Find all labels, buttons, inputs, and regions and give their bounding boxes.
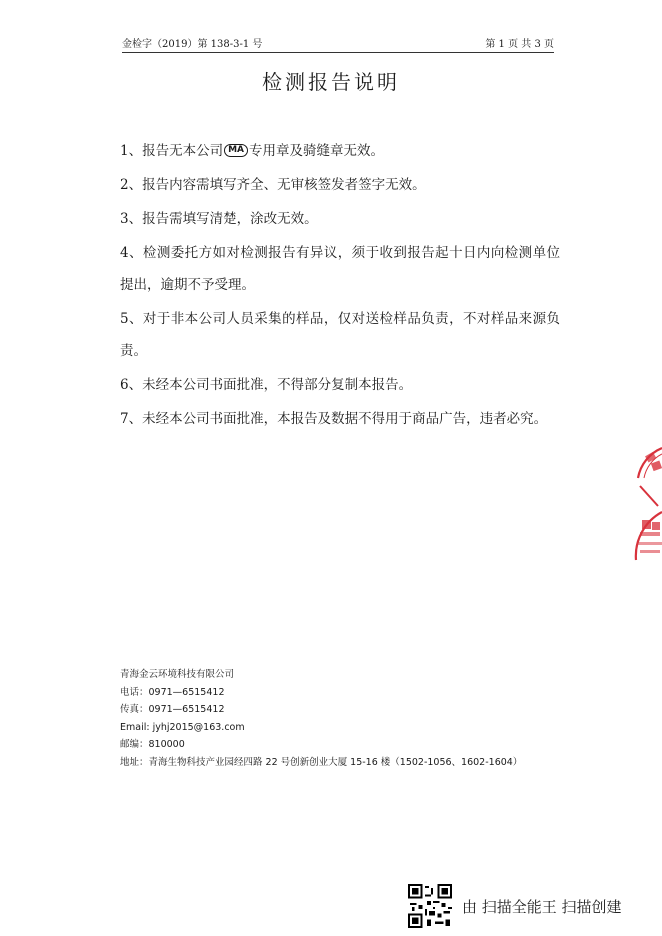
company-name: 青海金云环境科技有限公司 bbox=[120, 669, 235, 680]
address-line: 地址：青海生物科技产业园经四路 22 号创新创业大厦 15-16 楼（1502-1056、1602-1604） bbox=[120, 756, 523, 768]
notice-item-5: 5、对于非本公司人员采集的样品，仅对送检样品负责，不对样品来源负责。 bbox=[120, 311, 560, 359]
email-line: Email: jyhj2015@163.com bbox=[120, 721, 245, 733]
scanner-watermark bbox=[408, 884, 622, 928]
scanner-label: 由 扫描全能王 扫描创建 bbox=[462, 897, 622, 916]
fax-line: 传真：0971—6515412 bbox=[120, 704, 225, 715]
notice-item-1-before: 1、报告无本公司 bbox=[120, 143, 224, 159]
notice-item-6: 6、未经本公司书面批准，不得部分复制本报告。 bbox=[120, 377, 413, 393]
postcode-line: 邮编：810000 bbox=[120, 739, 185, 750]
page-info: 第 1 页 共 3 页 bbox=[485, 39, 554, 50]
qr-code-icon bbox=[408, 884, 452, 928]
page-title: 检测报告说明 bbox=[262, 70, 400, 94]
doc-number: 金检字（2019）第 138-3-1 号 bbox=[122, 39, 263, 50]
notice-item-7: 7、未经本公司书面批准，本报告及数据不得用于商品广告，违者必究。 bbox=[120, 411, 548, 427]
phone-line: 电话：0971—6515412 bbox=[120, 686, 225, 698]
seal-stamp-fragment bbox=[632, 442, 662, 564]
notice-item-2: 2、报告内容需填写齐全、无审核签发者签字无效。 bbox=[120, 177, 426, 193]
ma-mark-icon: MA bbox=[224, 144, 248, 157]
notice-item-1-after: 专用章及骑缝章无效。 bbox=[249, 143, 385, 159]
notice-list bbox=[120, 135, 560, 437]
notice-item-4: 4、检测委托方如对检测报告有异议，须于收到报告起十日内向检测单位提出，逾期不予受理。 bbox=[120, 245, 560, 293]
notice-item-3: 3、报告需填写清楚，涂改无效。 bbox=[120, 211, 318, 227]
page-header bbox=[122, 34, 554, 53]
notice-item-1 bbox=[120, 135, 560, 167]
company-contact bbox=[120, 666, 522, 771]
